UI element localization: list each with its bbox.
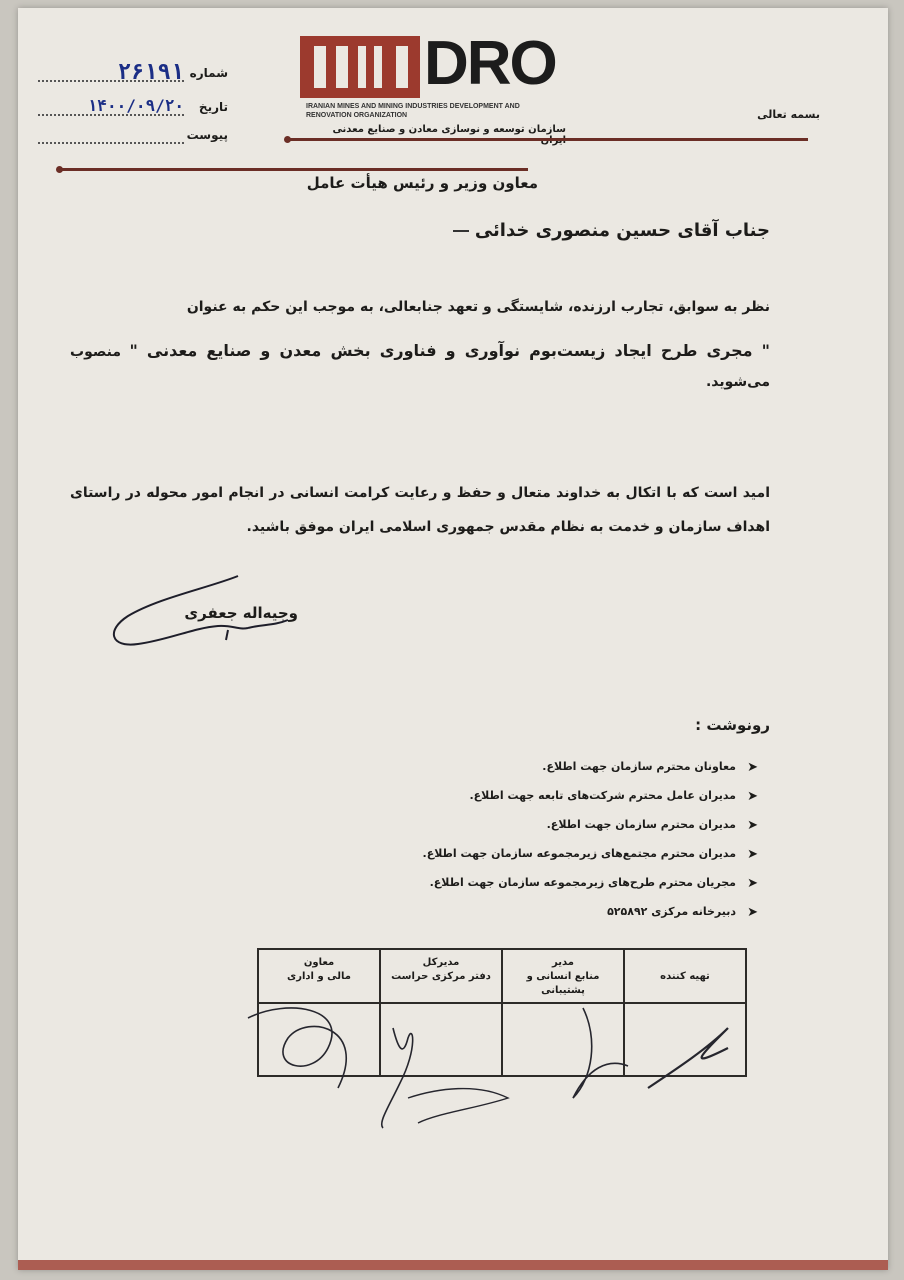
chevron-left-icon: ➤ bbox=[747, 760, 758, 775]
number-value: ۲۶۱۹۱ bbox=[117, 60, 184, 85]
cc-heading: رونوشت : bbox=[695, 716, 770, 734]
signer-name: وجیه‌اله جعفری bbox=[184, 604, 298, 622]
approval-cell-preparer: تهیه کننده bbox=[623, 950, 745, 1075]
date-label: تاریخ bbox=[198, 100, 228, 114]
letter-number-row bbox=[38, 60, 228, 86]
appointment-end: منصوب می‌شوید. bbox=[70, 344, 770, 390]
logo-mark bbox=[300, 36, 420, 98]
cc-item: ➤ مدیران محترم سازمان جهت اطلاع. bbox=[546, 818, 758, 833]
letter-date-row bbox=[38, 94, 228, 120]
chevron-left-icon: ➤ bbox=[747, 905, 758, 920]
cc-list bbox=[358, 760, 758, 934]
approval-signatures bbox=[228, 988, 768, 1138]
logo-persian-name: سازمان توسعه و نوسازی معادن و صنایع معدنی bbox=[332, 124, 566, 135]
chevron-left-icon: ➤ bbox=[747, 789, 758, 804]
paragraph-closing: امید است که با اتکال به خداوند متعال و حفظ و رعایت کرامت انسانی در انجام امور محوله در راستای اهداف سازمان و خدمت به نظام مقدس جمهوری اسلامی ایران موفق باشید. bbox=[70, 485, 770, 535]
addressee bbox=[453, 220, 770, 241]
logo-english-name: IRANIAN MINES AND MINING INDUSTRIES DEVELOPMENT AND RENOVATION ORGANIZATION bbox=[306, 103, 520, 119]
attachment-label: پیوست bbox=[186, 128, 228, 142]
chevron-left-icon: ➤ bbox=[747, 847, 758, 862]
approval-cell-security-director: مدیرکل دفتر مرکزی حراست bbox=[379, 950, 501, 1075]
cc-item: ➤ معاونان محترم سازمان جهت اطلاع. bbox=[542, 760, 758, 775]
approval-cell-hr-manager: مدیر منابع انسانی و پشتیبانی bbox=[501, 950, 623, 1075]
letter-page bbox=[18, 8, 888, 1270]
signature-graphic bbox=[98, 568, 308, 658]
cc-item: ➤ دبیرخانه مرکزی ۵۲۵۸۹۲ bbox=[607, 905, 758, 920]
cc-item: ➤ مدیران محترم مجتمع‌های زیرمجموعه سازمان جهت اطلاع. bbox=[422, 847, 758, 862]
cc-item: ➤ مدیران عامل محترم شرکت‌های تابعه جهت اطلاع. bbox=[469, 789, 758, 804]
header-divider-lower bbox=[60, 168, 528, 171]
addressee-name: جناب آقای حسین منصوری خدائی bbox=[474, 220, 770, 241]
chevron-left-icon: ➤ bbox=[747, 818, 758, 833]
header-divider-upper bbox=[288, 138, 808, 141]
appointment-intro: نظر به سوابق، تجارب ارزنده، شایستگی و تعهد جنابعالی، به موجب این حکم به عنوان bbox=[186, 299, 770, 315]
chevron-left-icon: ➤ bbox=[747, 876, 758, 891]
basmala: بسمه تعالی bbox=[757, 108, 820, 121]
sender-title: معاون وزیر و رئیس هیأت عامل bbox=[306, 174, 538, 192]
cc-item: ➤ مجریان محترم طرح‌های زیرمجموعه سازمان جهت اطلاع. bbox=[429, 876, 758, 891]
date-value: ۱۴۰۰/۰۹/۲۰ bbox=[87, 96, 184, 115]
footer-bar bbox=[18, 1260, 888, 1270]
paragraph-appointment bbox=[70, 292, 770, 397]
letter-attachment-row bbox=[38, 122, 228, 148]
appointment-title: " مجری طرح ایجاد زیست‌بوم نوآوری و فناوری بخش معدن و صنایع معدنی " bbox=[129, 341, 771, 360]
logo-wordmark: DRO bbox=[424, 29, 556, 98]
number-label: شماره bbox=[189, 66, 228, 80]
approval-cell-finance-deputy: معاون مالی و اداری bbox=[259, 950, 379, 1075]
